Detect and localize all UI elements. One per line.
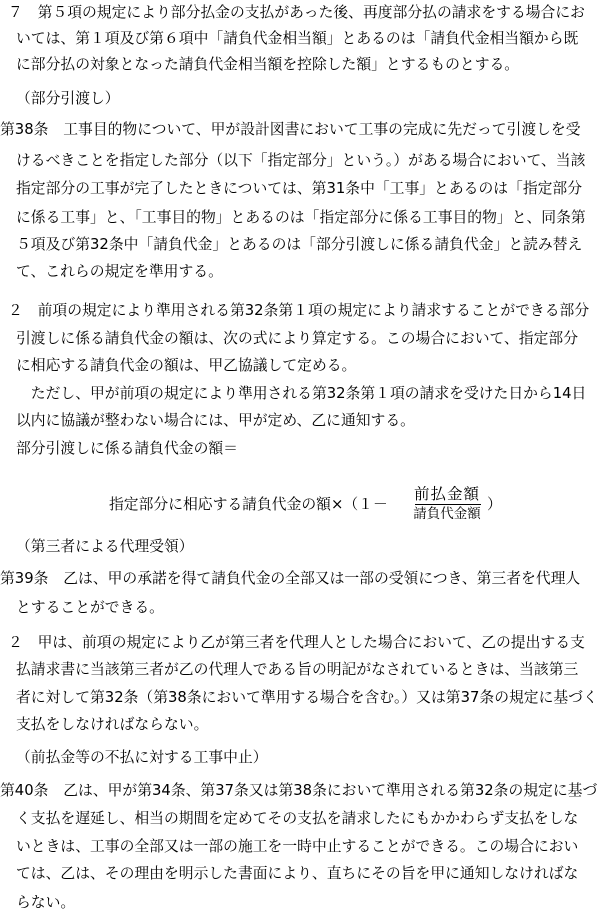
payment-formula xyxy=(0,484,614,526)
text-line: （部分引渡し） xyxy=(16,90,120,107)
text-line: らない。 xyxy=(16,894,76,911)
text-line: とすることができる。 xyxy=(16,599,164,616)
text-line: に部分払の対象となった請負代金相当額を控除した額」とするものとする。 xyxy=(16,56,520,73)
text-line: ７ 第５項の規定により部分払金の支払があった後、再度部分払の請求をする場合にお xyxy=(8,4,585,21)
text-line: に相応する請負代金の額は、甲乙協議して定める。 xyxy=(16,357,357,374)
text-line: く支払を遅延し、相当の期間を定めてその支払を請求したにもかかわらず支払をしな xyxy=(16,810,579,827)
text-line: 第38条 工事目的物について、甲が設計図書において工事の完成に先だって引渡しを受 xyxy=(0,121,581,138)
text-line: に係る工事」と、「工事目的物」とあるのは「指定部分に係る工事目的物」と、同条第 xyxy=(16,209,586,226)
text-line: 者に対して第32条（第38条において準用する場合を含む。）又は第37条の規定に基づく xyxy=(16,689,598,706)
formula-close-paren: ） xyxy=(487,496,502,513)
text-line: けるべきことを指定した部分（以下「指定部分」という。）がある場合において、当該 xyxy=(16,152,586,169)
text-line: 部分引渡しに係る請負代金の額＝ xyxy=(16,440,238,457)
fraction-denominator: 請負代金額 xyxy=(413,506,481,522)
formula-lead: 指定部分に相応する請負代金の額×（１－ xyxy=(109,496,388,513)
text-line: 第40条 乙は、甲が第34条、第37条又は第38条において準用される第32条の規定に基づ xyxy=(0,782,598,799)
text-line: 第39条 乙は、甲の承諾を得て請負代金の全部又は一部の受領につき、第三者を代理人 xyxy=(0,570,581,587)
text-line: 指定部分の工事が完了したときについては、第31条中「工事」とあるのは「指定部分 xyxy=(16,180,583,197)
text-line: て、これらの規定を準用する。 xyxy=(16,263,223,280)
text-line: ２ 前項の規定により準用される第32条第１項の規定により請求することができる部分 xyxy=(8,302,590,319)
text-line: 支払をしなければならない。 xyxy=(16,716,209,733)
text-line: 以内に協議が整わない場合には、甲が定め、乙に通知する。 xyxy=(16,412,415,429)
text-line: ただし、甲が前項の規定により準用される第32条第１項の請求を受けた日から14日 xyxy=(16,385,587,402)
text-line: いては、第１項及び第６項中「請負代金相当額」とあるのは「請負代金相当額から既 xyxy=(16,30,579,47)
text-line: 払請求書に当該第三者が乙の代理人である旨の明記がなされているときは、当該第三 xyxy=(16,661,579,678)
text-line: いときは、工事の全部又は一部の施工を一時中止することができる。この場合におい xyxy=(16,838,579,855)
text-line: ては、乙は、その理由を明示した書面により、直ちにその旨を甲に通知しなければな xyxy=(16,865,579,882)
text-line: ５項及び第32条中「請負代金」とあるのは「部分引渡しに係る請負代金」と読み替え xyxy=(16,236,583,253)
text-line: ２ 甲は、前項の規定により乙が第三者を代理人とした場合において、乙の提出する支 xyxy=(8,634,585,651)
formula-fraction xyxy=(409,484,485,526)
text-line: （前払金等の不払に対する工事中止） xyxy=(16,749,268,766)
text-line: （第三者による代理受領） xyxy=(16,538,194,555)
text-line: 引渡しに係る請負代金の額は、次の式により算定する。この場合において、指定部分 xyxy=(16,330,578,347)
fraction-numerator: 前払金額 xyxy=(413,485,480,503)
